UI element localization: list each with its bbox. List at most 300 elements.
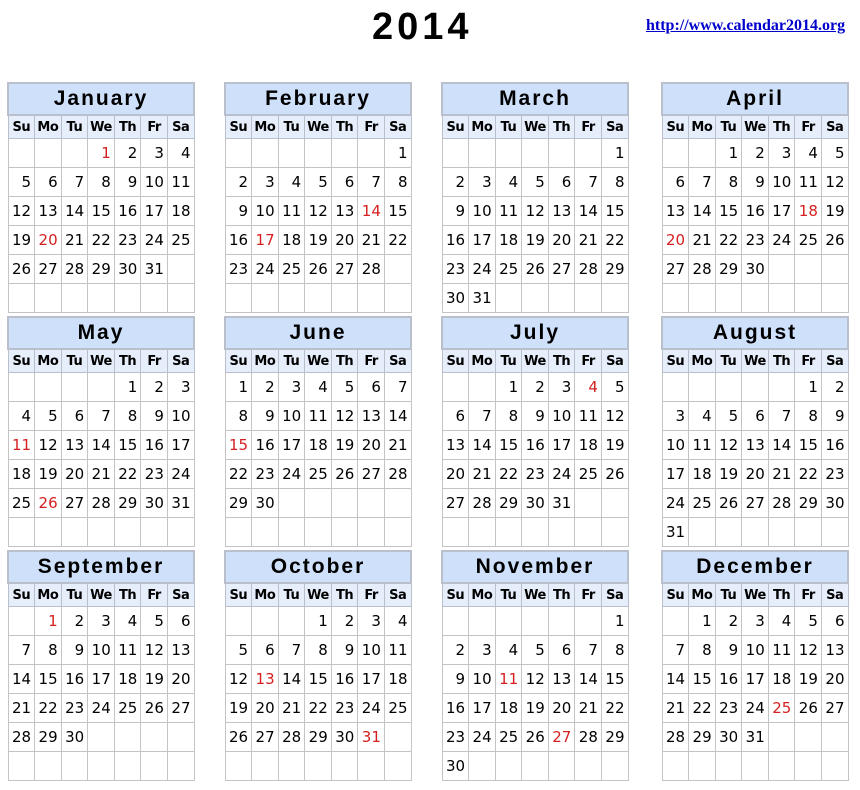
month-name: February <box>225 83 411 115</box>
empty-day-cell <box>167 255 194 284</box>
empty-day-cell <box>548 607 575 636</box>
weekday-header: We <box>88 115 115 139</box>
month-february <box>224 82 412 313</box>
day-cell: 30 <box>252 489 279 518</box>
day-cell: 27 <box>61 489 88 518</box>
day-cell: 12 <box>522 665 549 694</box>
day-cell: 4 <box>8 402 35 431</box>
weekday-header: Mo <box>689 583 716 607</box>
weekday-header: Su <box>225 349 252 373</box>
day-cell: 4 <box>795 139 822 168</box>
day-cell: 27 <box>358 460 385 489</box>
day-cell: 31 <box>548 489 575 518</box>
empty-day-cell <box>8 752 35 781</box>
day-cell: 3 <box>469 168 496 197</box>
day-cell: 5 <box>35 402 62 431</box>
day-cell: 1 <box>601 607 628 636</box>
day-cell: 1 <box>689 607 716 636</box>
day-cell: 8 <box>225 402 252 431</box>
day-cell: 6 <box>252 636 279 665</box>
day-cell: 30 <box>742 255 769 284</box>
weekday-header: Mo <box>252 349 279 373</box>
day-cell: 1 <box>114 373 141 402</box>
empty-day-cell <box>114 284 141 313</box>
day-cell: 25 <box>8 489 35 518</box>
day-cell: 29 <box>689 723 716 752</box>
weekday-header: Fr <box>575 349 602 373</box>
empty-day-cell <box>88 723 115 752</box>
holiday-day-cell: 15 <box>225 431 252 460</box>
day-cell: 10 <box>662 431 689 460</box>
day-cell: 15 <box>305 665 332 694</box>
day-cell: 4 <box>305 373 332 402</box>
day-cell: 14 <box>768 431 795 460</box>
holiday-day-cell: 18 <box>795 197 822 226</box>
website-link[interactable]: http://www.calendar2014.org <box>646 17 846 34</box>
day-cell: 11 <box>495 197 522 226</box>
empty-day-cell <box>442 139 469 168</box>
day-cell: 8 <box>795 402 822 431</box>
empty-day-cell <box>522 752 549 781</box>
day-cell: 3 <box>548 373 575 402</box>
day-cell: 24 <box>548 460 575 489</box>
weekday-header: Fr <box>141 583 168 607</box>
day-cell: 9 <box>331 636 358 665</box>
day-cell: 21 <box>8 694 35 723</box>
day-cell: 17 <box>141 197 168 226</box>
empty-day-cell <box>225 518 252 547</box>
month-january <box>7 82 195 313</box>
empty-day-cell <box>795 518 822 547</box>
empty-day-cell <box>225 139 252 168</box>
day-cell: 24 <box>88 694 115 723</box>
weekday-header: Tu <box>61 583 88 607</box>
weekday-header: Su <box>8 583 35 607</box>
day-cell: 18 <box>8 460 35 489</box>
empty-day-cell <box>61 373 88 402</box>
day-cell: 31 <box>662 518 689 547</box>
day-cell: 14 <box>575 665 602 694</box>
day-cell: 21 <box>358 226 385 255</box>
day-cell: 12 <box>821 168 848 197</box>
weekday-header: We <box>742 349 769 373</box>
empty-day-cell <box>358 489 385 518</box>
day-cell: 7 <box>8 636 35 665</box>
day-cell: 23 <box>715 694 742 723</box>
weekday-header: Su <box>662 349 689 373</box>
weekday-header: Su <box>225 583 252 607</box>
day-cell: 27 <box>331 255 358 284</box>
day-cell: 19 <box>225 694 252 723</box>
day-cell: 26 <box>331 460 358 489</box>
day-cell: 4 <box>768 607 795 636</box>
empty-day-cell <box>522 518 549 547</box>
empty-day-cell <box>469 373 496 402</box>
day-cell: 16 <box>225 226 252 255</box>
empty-day-cell <box>225 284 252 313</box>
day-cell: 2 <box>742 139 769 168</box>
weekday-header: Mo <box>469 349 496 373</box>
day-cell: 16 <box>252 431 279 460</box>
day-cell: 13 <box>331 197 358 226</box>
empty-day-cell <box>167 752 194 781</box>
empty-day-cell <box>768 255 795 284</box>
day-cell: 9 <box>225 197 252 226</box>
empty-day-cell <box>821 518 848 547</box>
day-cell: 22 <box>715 226 742 255</box>
day-cell: 12 <box>225 665 252 694</box>
weekday-header: Mo <box>35 583 62 607</box>
day-cell: 12 <box>795 636 822 665</box>
day-cell: 9 <box>522 402 549 431</box>
day-cell: 12 <box>715 431 742 460</box>
weekday-header: Su <box>662 583 689 607</box>
day-cell: 12 <box>8 197 35 226</box>
day-cell: 26 <box>601 460 628 489</box>
day-cell: 16 <box>522 431 549 460</box>
day-cell: 22 <box>225 460 252 489</box>
day-cell: 29 <box>114 489 141 518</box>
day-cell: 19 <box>522 226 549 255</box>
day-cell: 9 <box>252 402 279 431</box>
empty-day-cell <box>548 752 575 781</box>
day-cell: 9 <box>442 197 469 226</box>
empty-day-cell <box>278 518 305 547</box>
day-cell: 3 <box>662 402 689 431</box>
weekday-header: Sa <box>384 115 411 139</box>
day-cell: 29 <box>35 723 62 752</box>
day-cell: 10 <box>88 636 115 665</box>
empty-day-cell <box>305 518 332 547</box>
day-cell: 6 <box>442 402 469 431</box>
day-cell: 13 <box>742 431 769 460</box>
empty-day-cell <box>35 139 62 168</box>
empty-day-cell <box>795 752 822 781</box>
empty-day-cell <box>114 723 141 752</box>
month-name: April <box>662 83 848 115</box>
month-name: June <box>225 317 411 349</box>
day-cell: 4 <box>495 168 522 197</box>
empty-day-cell <box>821 255 848 284</box>
day-cell: 20 <box>548 226 575 255</box>
day-cell: 30 <box>114 255 141 284</box>
weekday-header: Th <box>114 115 141 139</box>
day-cell: 2 <box>61 607 88 636</box>
empty-day-cell <box>331 752 358 781</box>
weekday-header: Fr <box>795 349 822 373</box>
day-cell: 16 <box>442 226 469 255</box>
day-cell: 13 <box>358 402 385 431</box>
month-name: July <box>442 317 628 349</box>
weekday-header: Mo <box>689 349 716 373</box>
weekday-header: Fr <box>358 583 385 607</box>
day-cell: 30 <box>715 723 742 752</box>
day-cell: 16 <box>141 431 168 460</box>
day-cell: 20 <box>442 460 469 489</box>
day-cell: 28 <box>384 460 411 489</box>
day-cell: 6 <box>742 402 769 431</box>
empty-day-cell <box>305 489 332 518</box>
day-cell: 15 <box>35 665 62 694</box>
weekday-header: Fr <box>795 583 822 607</box>
empty-day-cell <box>61 284 88 313</box>
day-cell: 3 <box>768 139 795 168</box>
day-cell: 10 <box>141 168 168 197</box>
day-cell: 22 <box>305 694 332 723</box>
day-cell: 15 <box>689 665 716 694</box>
empty-day-cell <box>167 284 194 313</box>
day-cell: 10 <box>548 402 575 431</box>
empty-day-cell <box>768 518 795 547</box>
day-cell: 3 <box>742 607 769 636</box>
weekday-header: Tu <box>278 115 305 139</box>
day-cell: 16 <box>715 665 742 694</box>
day-cell: 23 <box>821 460 848 489</box>
weekday-header: We <box>522 349 549 373</box>
holiday-day-cell: 1 <box>35 607 62 636</box>
weekday-header: Tu <box>278 583 305 607</box>
empty-day-cell <box>522 284 549 313</box>
day-cell: 7 <box>358 168 385 197</box>
empty-day-cell <box>795 284 822 313</box>
day-cell: 14 <box>662 665 689 694</box>
day-cell: 25 <box>167 226 194 255</box>
weekday-header: Fr <box>141 115 168 139</box>
day-cell: 26 <box>715 489 742 518</box>
day-cell: 18 <box>495 694 522 723</box>
day-cell: 5 <box>305 168 332 197</box>
empty-day-cell <box>88 752 115 781</box>
day-cell: 1 <box>495 373 522 402</box>
empty-day-cell <box>742 284 769 313</box>
day-cell: 1 <box>384 139 411 168</box>
day-cell: 10 <box>167 402 194 431</box>
day-cell: 28 <box>469 489 496 518</box>
day-cell: 20 <box>742 460 769 489</box>
empty-day-cell <box>305 139 332 168</box>
empty-day-cell <box>442 518 469 547</box>
day-cell: 6 <box>821 607 848 636</box>
day-cell: 19 <box>601 431 628 460</box>
day-cell: 13 <box>821 636 848 665</box>
day-cell: 11 <box>768 636 795 665</box>
month-may <box>7 316 195 547</box>
day-cell: 18 <box>114 665 141 694</box>
day-cell: 2 <box>442 168 469 197</box>
day-cell: 5 <box>141 607 168 636</box>
day-cell: 24 <box>768 226 795 255</box>
day-cell: 10 <box>742 636 769 665</box>
day-cell: 22 <box>601 694 628 723</box>
empty-day-cell <box>305 752 332 781</box>
empty-day-cell <box>252 518 279 547</box>
weekday-header: We <box>305 349 332 373</box>
weekday-header: We <box>88 349 115 373</box>
empty-day-cell <box>662 373 689 402</box>
holiday-day-cell: 20 <box>35 226 62 255</box>
day-cell: 23 <box>442 255 469 284</box>
day-cell: 20 <box>61 460 88 489</box>
day-cell: 28 <box>575 255 602 284</box>
day-cell: 14 <box>278 665 305 694</box>
empty-day-cell <box>821 723 848 752</box>
day-cell: 22 <box>601 226 628 255</box>
empty-day-cell <box>601 489 628 518</box>
page-title: 2014 <box>372 6 473 48</box>
empty-day-cell <box>575 752 602 781</box>
empty-day-cell <box>575 607 602 636</box>
day-cell: 16 <box>114 197 141 226</box>
empty-day-cell <box>141 752 168 781</box>
day-cell: 23 <box>61 694 88 723</box>
weekday-header: Mo <box>469 115 496 139</box>
day-cell: 9 <box>114 168 141 197</box>
day-cell: 27 <box>35 255 62 284</box>
weekday-header: We <box>742 115 769 139</box>
day-cell: 11 <box>384 636 411 665</box>
empty-day-cell <box>384 518 411 547</box>
day-cell: 5 <box>522 168 549 197</box>
weekday-header: Tu <box>495 115 522 139</box>
day-cell: 29 <box>495 489 522 518</box>
day-cell: 29 <box>601 255 628 284</box>
day-cell: 3 <box>469 636 496 665</box>
empty-day-cell <box>331 284 358 313</box>
empty-day-cell <box>689 284 716 313</box>
day-cell: 10 <box>358 636 385 665</box>
day-cell: 4 <box>495 636 522 665</box>
day-cell: 18 <box>495 226 522 255</box>
empty-day-cell <box>821 284 848 313</box>
day-cell: 15 <box>114 431 141 460</box>
empty-day-cell <box>8 139 35 168</box>
day-cell: 24 <box>167 460 194 489</box>
weekday-header: Tu <box>715 583 742 607</box>
day-cell: 7 <box>575 636 602 665</box>
day-cell: 24 <box>469 723 496 752</box>
day-cell: 15 <box>715 197 742 226</box>
empty-day-cell <box>715 284 742 313</box>
empty-day-cell <box>795 255 822 284</box>
weekday-header: Su <box>225 115 252 139</box>
weekday-header: Tu <box>495 583 522 607</box>
day-cell: 18 <box>689 460 716 489</box>
day-cell: 19 <box>35 460 62 489</box>
empty-day-cell <box>689 373 716 402</box>
empty-day-cell <box>358 752 385 781</box>
day-cell: 7 <box>61 168 88 197</box>
day-cell: 22 <box>384 226 411 255</box>
empty-day-cell <box>742 373 769 402</box>
day-cell: 7 <box>662 636 689 665</box>
day-cell: 30 <box>141 489 168 518</box>
day-cell: 3 <box>141 139 168 168</box>
weekday-header: Mo <box>469 583 496 607</box>
day-cell: 12 <box>141 636 168 665</box>
empty-day-cell <box>768 373 795 402</box>
empty-day-cell <box>252 284 279 313</box>
empty-day-cell <box>575 489 602 518</box>
day-cell: 1 <box>795 373 822 402</box>
empty-day-cell <box>8 518 35 547</box>
empty-day-cell <box>689 752 716 781</box>
weekday-header: Sa <box>821 583 848 607</box>
day-cell: 8 <box>715 168 742 197</box>
day-cell: 24 <box>141 226 168 255</box>
month-december <box>661 550 849 781</box>
weekday-header: We <box>305 115 332 139</box>
month-name: September <box>8 551 194 583</box>
day-cell: 4 <box>278 168 305 197</box>
day-cell: 27 <box>821 694 848 723</box>
day-cell: 25 <box>278 255 305 284</box>
day-cell: 3 <box>278 373 305 402</box>
day-cell: 5 <box>821 139 848 168</box>
day-cell: 8 <box>601 636 628 665</box>
day-cell: 22 <box>495 460 522 489</box>
empty-day-cell <box>278 284 305 313</box>
day-cell: 9 <box>742 168 769 197</box>
day-cell: 16 <box>742 197 769 226</box>
day-cell: 2 <box>522 373 549 402</box>
empty-day-cell <box>384 489 411 518</box>
empty-day-cell <box>442 607 469 636</box>
empty-day-cell <box>495 752 522 781</box>
day-cell: 17 <box>768 197 795 226</box>
day-cell: 23 <box>141 460 168 489</box>
empty-day-cell <box>601 752 628 781</box>
day-cell: 24 <box>662 489 689 518</box>
day-cell: 8 <box>114 402 141 431</box>
day-cell: 2 <box>442 636 469 665</box>
weekday-header: Tu <box>61 349 88 373</box>
day-cell: 10 <box>768 168 795 197</box>
holiday-day-cell: 11 <box>495 665 522 694</box>
day-cell: 13 <box>662 197 689 226</box>
day-cell: 20 <box>331 226 358 255</box>
day-cell: 11 <box>689 431 716 460</box>
empty-day-cell <box>61 139 88 168</box>
empty-day-cell <box>795 723 822 752</box>
weekday-header: Th <box>768 583 795 607</box>
holiday-day-cell: 13 <box>252 665 279 694</box>
day-cell: 7 <box>768 402 795 431</box>
empty-day-cell <box>331 518 358 547</box>
day-cell: 6 <box>61 402 88 431</box>
day-cell: 5 <box>522 636 549 665</box>
weekday-header: Sa <box>601 115 628 139</box>
day-cell: 23 <box>742 226 769 255</box>
day-cell: 15 <box>495 431 522 460</box>
weekday-header: Mo <box>35 115 62 139</box>
day-cell: 26 <box>8 255 35 284</box>
holiday-day-cell: 14 <box>358 197 385 226</box>
empty-day-cell <box>469 518 496 547</box>
empty-day-cell <box>689 518 716 547</box>
weekday-header: We <box>742 583 769 607</box>
empty-day-cell <box>495 518 522 547</box>
day-cell: 28 <box>61 255 88 284</box>
day-cell: 28 <box>689 255 716 284</box>
day-cell: 24 <box>278 460 305 489</box>
day-cell: 21 <box>469 460 496 489</box>
day-cell: 30 <box>442 284 469 313</box>
day-cell: 30 <box>331 723 358 752</box>
day-cell: 16 <box>331 665 358 694</box>
day-cell: 19 <box>821 197 848 226</box>
day-cell: 8 <box>35 636 62 665</box>
day-cell: 26 <box>522 723 549 752</box>
